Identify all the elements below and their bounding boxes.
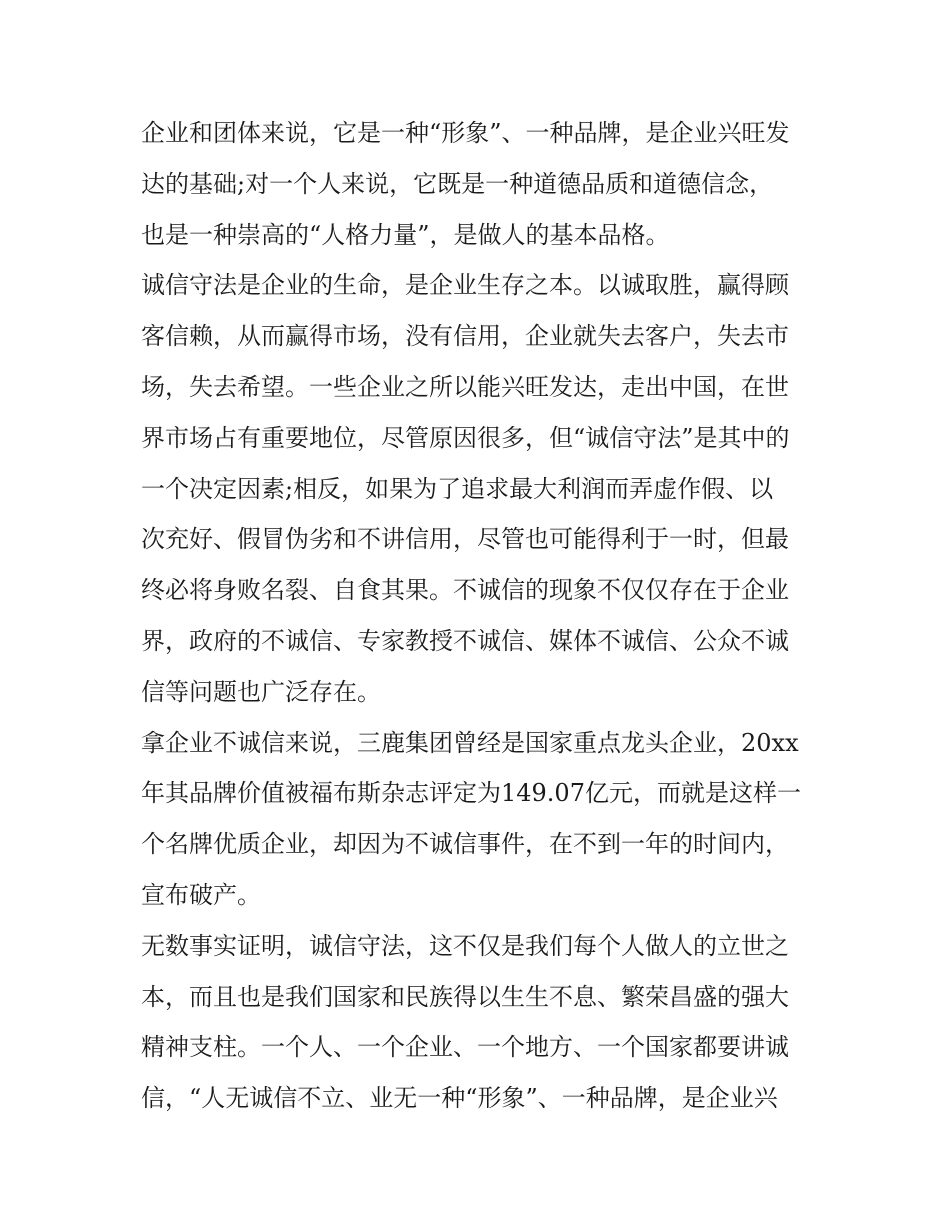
text-line: 达的基础;对一个人来说，它既是一种道德品质和道德信念， bbox=[141, 169, 774, 198]
text-line: 界市场占有重要地位，尽管原因很多，但“诚信守法”是其中的 bbox=[141, 423, 790, 452]
text-line: 年其品牌价值被福布斯杂志评定为149.07亿元，而就是这样一 bbox=[141, 779, 801, 808]
text-line: 次充好、假冒伪劣和不讲信用，尽管也可能得利于一时，但最 bbox=[141, 525, 789, 554]
text-line: 客信赖，从而赢得市场，没有信用，企业就失去客户，失去市 bbox=[141, 322, 789, 351]
text-line: 信，“人无诚信不立、业无一种“形象”、一种品牌，是企业兴 bbox=[141, 1084, 778, 1113]
text-line: 无数事实证明，诚信守法，这不仅是我们每个人做人的立世之 bbox=[141, 931, 789, 960]
text-line: 企业和团体来说，它是一种“形象”、一种品牌，是企业兴旺发 bbox=[141, 119, 790, 147]
text-line: 界，政府的不诚信、专家教授不诚信、媒体不诚信、公众不诚 bbox=[141, 626, 789, 655]
text-line: 终必将身败名裂、自食其果。不诚信的现象不仅仅存在于企业 bbox=[141, 576, 789, 605]
text-line: 拿企业不诚信来说，三鹿集团曾经是国家重点龙头企业，20xx bbox=[141, 728, 799, 757]
body-text bbox=[141, 108, 813, 1124]
text-line: 本，而且也是我们国家和民族得以生生不息、繁荣昌盛的强大 bbox=[141, 982, 789, 1011]
text-line: 诚信守法是企业的生命，是企业生存之本。以诚取胜，赢得顾 bbox=[141, 271, 789, 300]
text-line: 信等问题也广泛存在。 bbox=[141, 677, 381, 706]
text-line: 也是一种崇高的“人格力量”，是做人的基本品格。 bbox=[141, 220, 670, 249]
text-line: 个名牌优质企业，却因为不诚信事件，在不到一年的时间内， bbox=[141, 830, 789, 859]
text-line: 精神支柱。一个人、一个企业、一个地方、一个国家都要讲诚 bbox=[141, 1033, 789, 1062]
text-line: 场，失去希望。一些企业之所以能兴旺发达，走出中国，在世 bbox=[141, 372, 789, 401]
text-line: 宣布破产。 bbox=[141, 880, 261, 909]
text-line: 一个决定因素;相反，如果为了追求最大利润而弄虚作假、以 bbox=[141, 474, 774, 503]
